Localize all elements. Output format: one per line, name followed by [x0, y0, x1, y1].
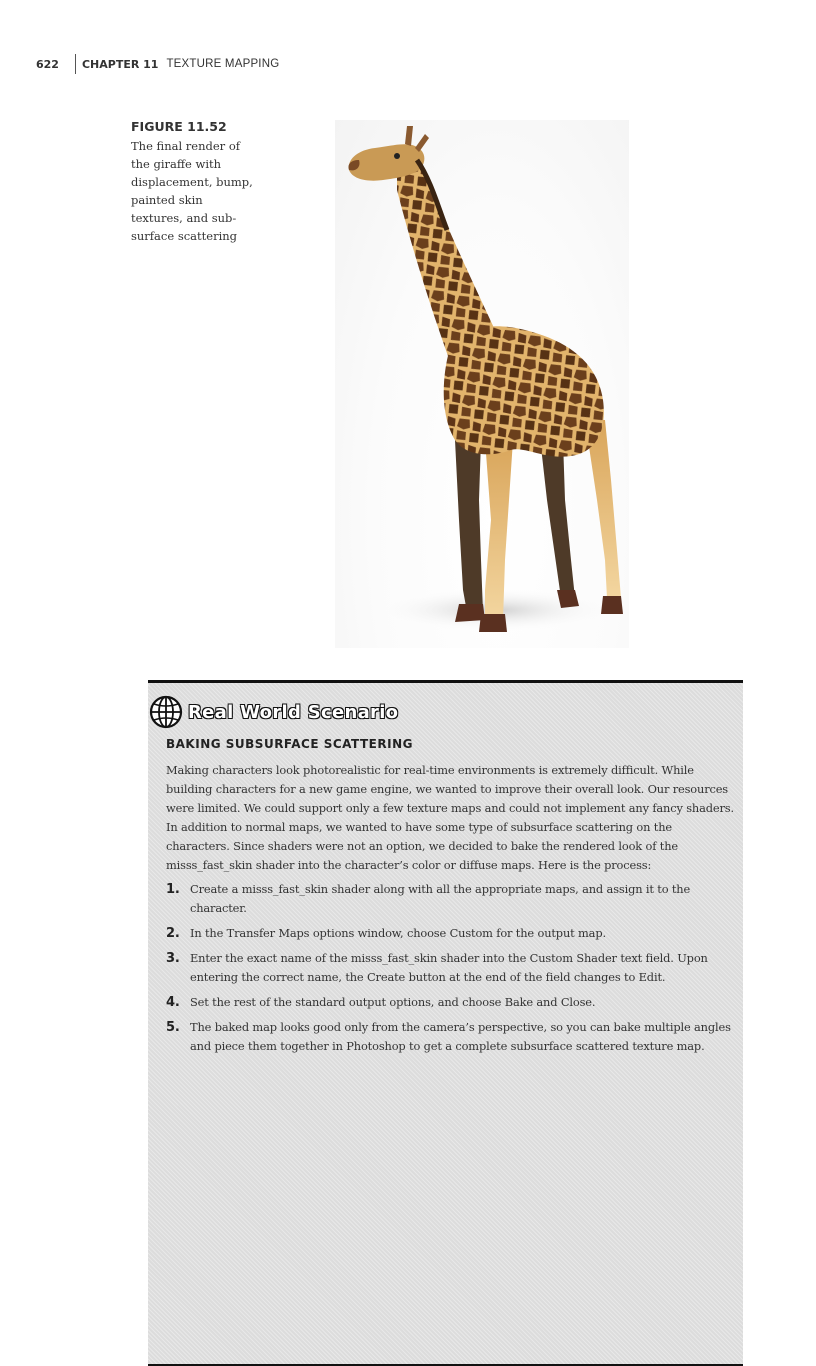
- giraffe-neck: [397, 157, 495, 370]
- hoof-front-near: [479, 614, 507, 632]
- figure-caption-text: The final render of the giraffe with displacement, bump, painted skin textures, and sub-surface scattering: [131, 139, 253, 243]
- globe-icon: [148, 694, 184, 730]
- figure-label: FIGURE 11.52: [131, 119, 227, 134]
- hoof-back-near: [601, 596, 623, 614]
- scenario-heading: BAKING SUBSURFACE SCATTERING: [166, 737, 413, 751]
- scenario-banner: [148, 694, 398, 730]
- figure-caption: [131, 118, 256, 245]
- scenario-intro: Making characters look photorealistic for real-time environments is extremely difficult. While building characters for a new game engine, we wanted to improve their overall look. Our resources were limited. We could support only a few texture maps and could not implement any fancy shaders. In addition to normal maps, we wanted to have some type of subsurface scattering on the characters. Since shaders were not an option, we decided to bake the rendered look of the misss_fast_skin shader into the character’s color or diffuse maps. Here is the process:: [166, 763, 734, 872]
- step-number: 2.: [166, 926, 180, 941]
- list-item: [166, 880, 738, 918]
- step-number: 3.: [166, 951, 180, 966]
- step-text: Set the rest of the standard output options, and choose Bake and Close.: [190, 995, 596, 1009]
- giraffe-ear: [415, 134, 429, 152]
- step-text: The baked map looks good only from the camera’s perspective, so you can bake multiple angles and piece them together in Photoshop to get a complete subsurface scattered texture map.: [190, 1020, 731, 1053]
- step-text: Create a misss_fast_skin shader along with all the appropriate maps, and assign it to the character.: [190, 882, 691, 915]
- step-text: Enter the exact name of the misss_fast_skin shader into the Custom Shader text field. Upon entering the correct name, the Create button at the end of the field changes to Edit.: [190, 951, 708, 984]
- step-number: 1.: [166, 882, 180, 897]
- scenario-banner-title: Real World Scenario: [188, 701, 399, 723]
- list-item: [166, 949, 738, 987]
- page-number: 622: [36, 57, 59, 71]
- chapter-label: CHAPTER 11: [81, 57, 159, 71]
- list-item: [166, 993, 738, 1012]
- list-item: [166, 1018, 738, 1056]
- giraffe-illustration: [335, 120, 629, 648]
- header-divider: [75, 54, 76, 74]
- front-leg-far: [455, 440, 483, 612]
- running-header: [36, 54, 279, 74]
- giraffe-ossicone: [405, 126, 413, 146]
- giraffe-render: [335, 120, 629, 648]
- giraffe-eye: [394, 153, 400, 159]
- step-text: In the Transfer Maps options window, choose Custom for the output map.: [190, 926, 606, 940]
- process-steps: [166, 880, 738, 1062]
- chapter-title: TEXTURE MAPPING: [166, 58, 280, 70]
- list-item: [166, 924, 738, 943]
- step-number: 4.: [166, 995, 180, 1010]
- real-world-scenario-box: [148, 680, 743, 1366]
- step-number: 5.: [166, 1020, 180, 1035]
